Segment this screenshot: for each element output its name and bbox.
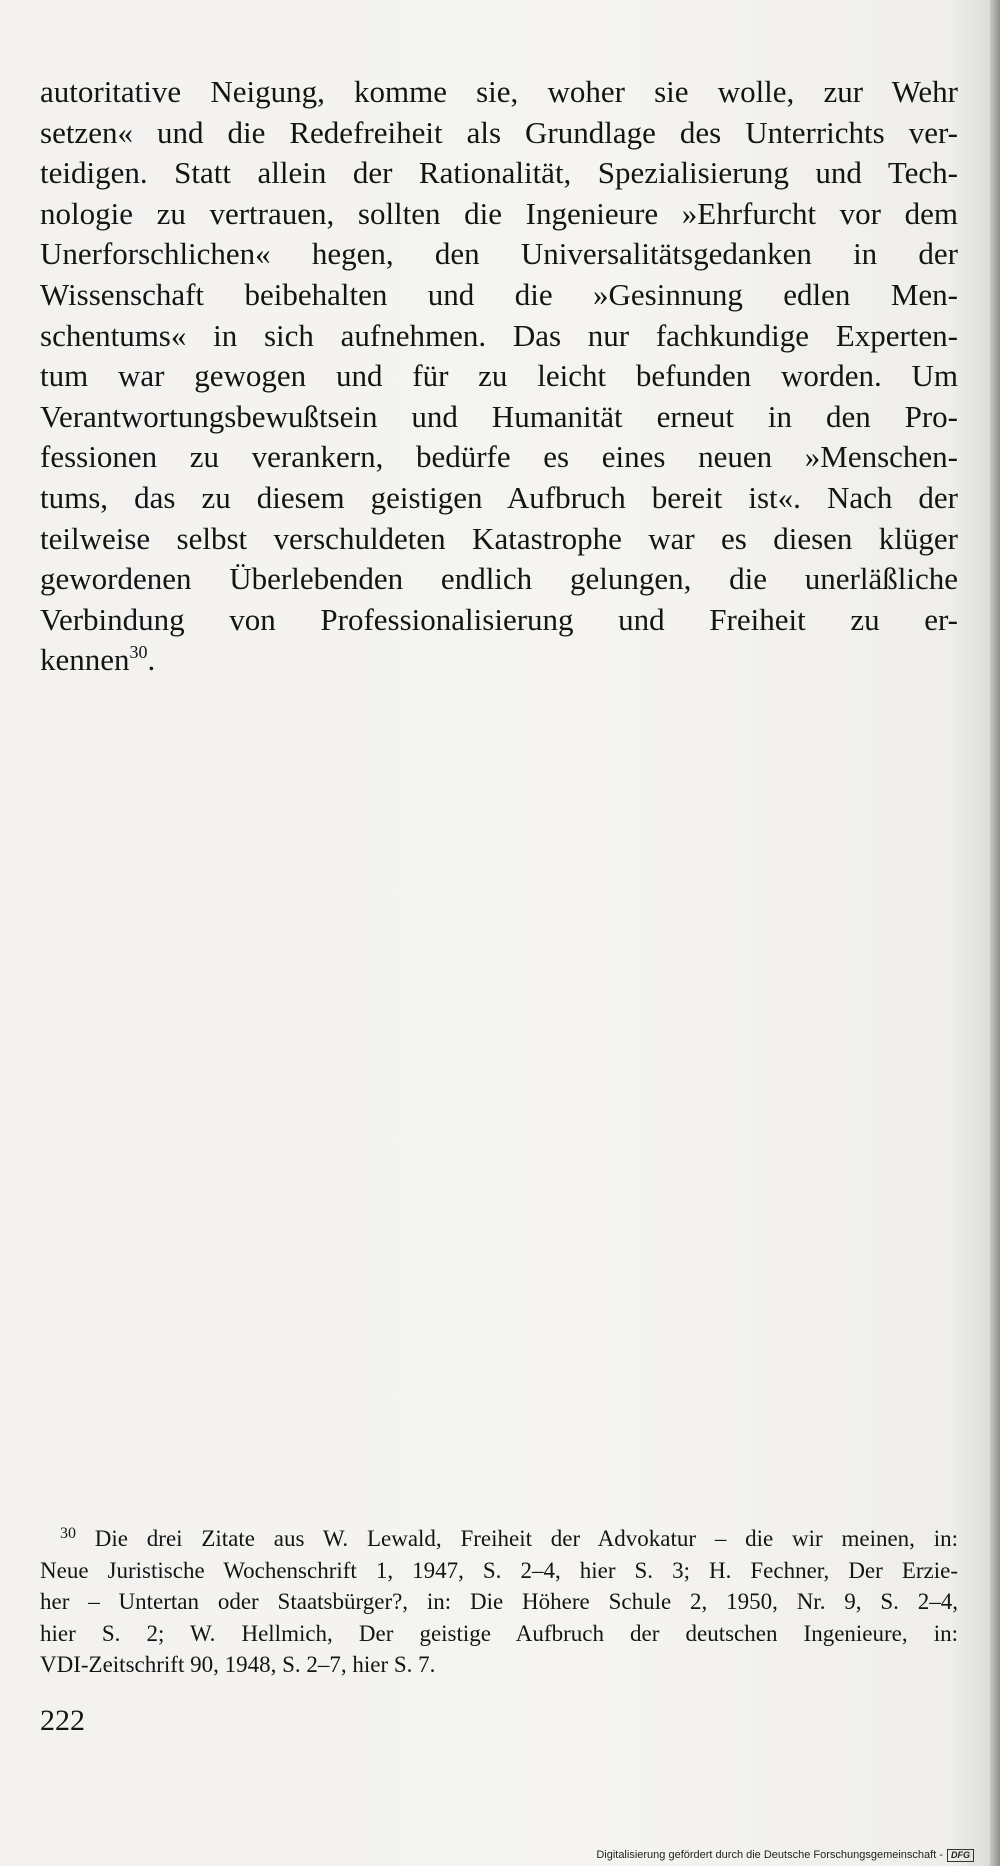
- text-line-final: [40, 640, 958, 681]
- digitization-credit: [596, 1849, 974, 1862]
- text-line: teidigen. Statt allein der Rationalität, Spezialisierung und Tech-: [40, 155, 958, 191]
- footnote-line: Neue Juristische Wochenschrift 1, 1947, S. 2–4, hier S. 3; H. Fechner, Der Erzie-: [40, 1557, 958, 1583]
- text-line: tums, das zu diesem geistigen Aufbruch bereit ist«. Nach der: [40, 479, 958, 515]
- footnote-line: [40, 1523, 958, 1555]
- footnote-line: VDI-Zeitschrift 90, 1948, S. 2–7, hier S. 7.: [40, 1652, 436, 1678]
- footnote-line: hier S. 2; W. Hellmich, Der geistige Aufbruch der deutschen Ingenieure, in:: [40, 1620, 958, 1646]
- text-line: Verbindung von Professionalisierung und Freiheit zu er-: [40, 601, 958, 637]
- footnote: [40, 1523, 958, 1681]
- text-line: Wissenschaft beibehalten und die »Gesinnung edlen Men-: [40, 276, 958, 312]
- main-paragraph: [40, 72, 958, 681]
- text-line: gewordenen Überlebenden endlich gelungen, die unerläßliche: [40, 561, 958, 597]
- text-line: nologie zu vertrauen, sollten die Ingenieure »Ehrfurcht vor dem: [40, 195, 958, 231]
- footnote-text: Die drei Zitate aus W. Lewald, Freiheit der Advokatur – die wir meinen, in:: [94, 1526, 958, 1551]
- text-line: setzen« und die Redefreiheit als Grundlage des Unterrichts ver-: [40, 114, 958, 150]
- page-number: 222: [40, 1704, 85, 1737]
- dfg-logo: DFG: [947, 1849, 974, 1862]
- final-word: kennen: [40, 642, 130, 678]
- footnote-number: 30: [60, 1525, 76, 1542]
- final-punctuation: .: [147, 642, 156, 678]
- text-line: Verantwortungsbewußtsein und Humanität erneut in den Pro-: [40, 398, 958, 434]
- footnote-reference: 30: [129, 642, 148, 663]
- text-line: Unerforschlichen« hegen, den Universalitätsgedanken in der: [40, 236, 958, 272]
- page-edge-shadow: [990, 0, 1000, 1866]
- footnote-line: her – Untertan oder Staatsbürger?, in: Die Höhere Schule 2, 1950, Nr. 9, S. 2–4,: [40, 1589, 958, 1615]
- credit-text: Digitalisierung gefördert durch die Deutsche Forschungsgemeinschaft -: [596, 1849, 943, 1861]
- text-line: schentums« in sich aufnehmen. Das nur fachkundige Experten-: [40, 317, 958, 353]
- text-line: tum war gewogen und für zu leicht befunden worden. Um: [40, 358, 958, 394]
- text-line: teilweise selbst verschuldeten Katastrophe war es diesen klüger: [40, 520, 958, 556]
- text-line: autoritative Neigung, komme sie, woher sie wolle, zur Wehr: [40, 74, 958, 109]
- text-line: fessionen zu verankern, bedürfe es eines neuen »Menschen-: [40, 439, 958, 475]
